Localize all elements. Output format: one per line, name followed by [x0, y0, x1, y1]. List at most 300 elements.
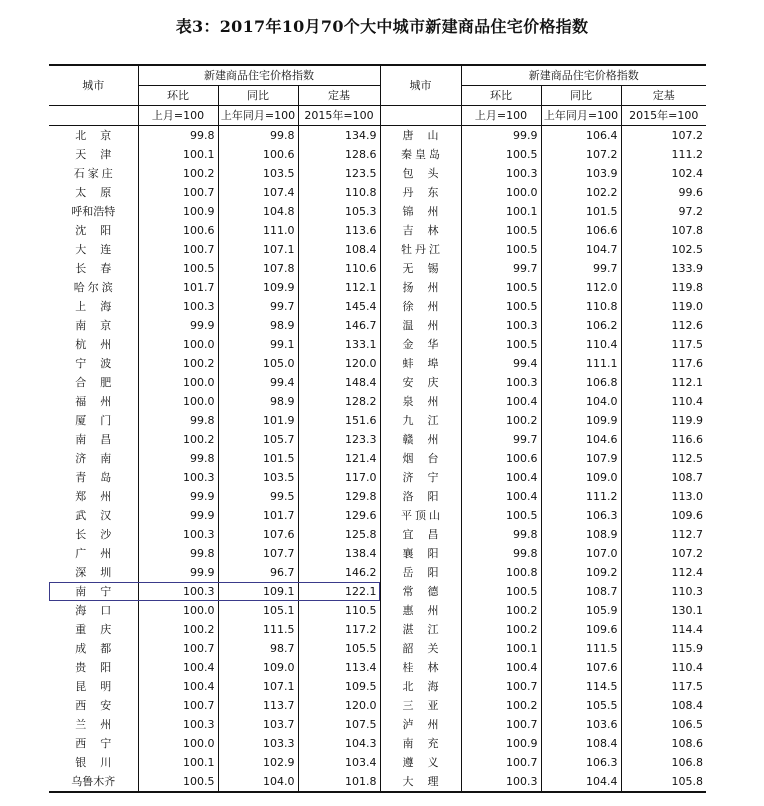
- yoy-cell: 99.1: [218, 335, 298, 354]
- base-cell: 108.4: [298, 240, 380, 259]
- mom-cell: 100.7: [138, 639, 218, 658]
- base-cell: 110.4: [671, 661, 704, 674]
- base-cell: 117.0: [298, 468, 380, 487]
- table-row: [49, 772, 706, 792]
- mom-cell: 100.0: [138, 335, 218, 354]
- yoy-cell: 106.3: [541, 506, 621, 525]
- city-cell: 金华: [380, 335, 461, 354]
- yoy-cell: 107.2: [541, 145, 621, 164]
- base-cell: 129.8: [298, 487, 380, 506]
- city-cell: 哈尔滨: [49, 278, 138, 297]
- mom-cell: 100.3: [138, 525, 218, 544]
- city-cell: 烟台: [380, 449, 461, 468]
- mom-cell: 100.7: [461, 677, 541, 696]
- mom-base-right: 上月=100: [461, 106, 541, 126]
- yoy-cell: 102.2: [541, 183, 621, 202]
- mom-cell: 100.4: [461, 468, 541, 487]
- city-cell: 青岛: [49, 468, 138, 487]
- yoy-cell: 105.1: [218, 601, 298, 620]
- table-row: [49, 392, 706, 411]
- mom-cell: 99.8: [138, 126, 218, 146]
- yoy-cell: 103.3: [218, 734, 298, 753]
- yoy-cell: 103.7: [218, 715, 298, 734]
- table-row: [49, 715, 706, 734]
- base-cell: 106.5: [671, 718, 704, 731]
- base-cell: 133.1: [298, 335, 380, 354]
- base-cell: 108.7: [671, 471, 704, 484]
- yoy-cell: 106.2: [541, 316, 621, 335]
- base-cell: 113.4: [298, 658, 380, 677]
- mom-cell: 100.7: [138, 240, 218, 259]
- city-cell: 西宁: [49, 734, 138, 753]
- city-cell: 南充: [380, 734, 461, 753]
- base-cell: 117.5: [671, 338, 704, 351]
- table-row: [49, 601, 706, 620]
- yoy-cell: 101.5: [218, 449, 298, 468]
- yoy-cell: 111.2: [541, 487, 621, 506]
- mom-cell: 100.1: [138, 145, 218, 164]
- table-row: [49, 240, 706, 259]
- base-cell: 151.6: [298, 411, 380, 430]
- yoy-cell: 114.5: [541, 677, 621, 696]
- yoy-cell: 110.4: [541, 335, 621, 354]
- base-cell: 146.7: [298, 316, 380, 335]
- mom-cell: 100.4: [138, 677, 218, 696]
- base-cell: 145.4: [298, 297, 380, 316]
- base-cell: 112.5: [671, 452, 704, 465]
- group-header-left: 新建商品住宅价格指数: [138, 65, 380, 86]
- city-cell: 宁波: [49, 354, 138, 373]
- city-cell: 常德: [380, 582, 461, 601]
- city-base-spacer-left: [49, 106, 138, 126]
- base-cell: 123.3: [298, 430, 380, 449]
- yoy-cell: 101.5: [541, 202, 621, 221]
- city-cell: 宜昌: [380, 525, 461, 544]
- mom-cell: 100.3: [461, 772, 541, 792]
- base-cell: 112.1: [671, 376, 704, 389]
- table-row: [49, 468, 706, 487]
- base-header-right: 定基: [621, 86, 706, 106]
- base-cell: 113.0: [671, 490, 704, 503]
- city-cell: 贵阳: [49, 658, 138, 677]
- table-row: [49, 278, 706, 297]
- yoy-cell: 105.5: [541, 696, 621, 715]
- table-title: 表3：2017年10月70个大中城市新建商品住宅价格指数: [175, 17, 589, 36]
- base-cell: 117.5: [671, 680, 704, 693]
- city-cell: 上海: [49, 297, 138, 316]
- yoy-cell: 104.8: [218, 202, 298, 221]
- mom-cell: 100.6: [461, 449, 541, 468]
- base-cell: 134.9: [298, 126, 380, 146]
- yoy-cell: 106.3: [541, 753, 621, 772]
- base-cell: 101.8: [298, 772, 380, 792]
- yoy-cell: 105.0: [218, 354, 298, 373]
- table-row: [49, 430, 706, 449]
- mom-cell: 100.0: [138, 373, 218, 392]
- city-cell: 无锡: [380, 259, 461, 278]
- table-row: [49, 677, 706, 696]
- table-row: [49, 145, 706, 164]
- mom-cell: 99.9: [138, 563, 218, 582]
- yoy-cell: 99.4: [218, 373, 298, 392]
- base-cell: 116.6: [671, 433, 704, 446]
- base-header-left: 定基: [298, 86, 380, 106]
- yoy-cell: 99.7: [218, 297, 298, 316]
- yoy-cell: 111.5: [218, 620, 298, 639]
- mom-cell: 100.7: [461, 715, 541, 734]
- yoy-cell: 98.7: [218, 639, 298, 658]
- city-cell: 杭州: [49, 335, 138, 354]
- city-cell: 岳阳: [380, 563, 461, 582]
- base-cell: 117.2: [298, 620, 380, 639]
- mom-cell: 99.8: [138, 449, 218, 468]
- base-cell: 103.4: [298, 753, 380, 772]
- mom-cell: 100.6: [138, 221, 218, 240]
- city-cell: 大连: [49, 240, 138, 259]
- city-cell: 吉林: [380, 221, 461, 240]
- mom-header-right: 环比: [461, 86, 541, 106]
- mom-cell: 100.0: [138, 601, 218, 620]
- table-row: [49, 316, 706, 335]
- city-cell: 乌鲁木齐: [49, 772, 138, 792]
- price-index-table: [49, 64, 706, 793]
- base-cell: 111.2: [671, 148, 704, 161]
- yoy-cell: 107.1: [218, 240, 298, 259]
- mom-cell: 100.4: [461, 658, 541, 677]
- yoy-cell: 106.6: [541, 221, 621, 240]
- mom-cell: 100.5: [461, 506, 541, 525]
- table-row: [49, 449, 706, 468]
- base-cell: 105.3: [298, 202, 380, 221]
- mom-cell: 100.3: [138, 468, 218, 487]
- yoy-cell: 99.8: [218, 126, 298, 146]
- yoy-cell: 108.4: [541, 734, 621, 753]
- mom-cell: 100.5: [138, 772, 218, 792]
- base-cell: 114.4: [671, 623, 704, 636]
- base-cell: 129.6: [298, 506, 380, 525]
- base-cell: 128.2: [298, 392, 380, 411]
- fixed-base-right: 2015年=100: [621, 106, 706, 126]
- city-cell: 天津: [49, 145, 138, 164]
- city-base-spacer-right: [380, 106, 461, 126]
- city-cell: 长春: [49, 259, 138, 278]
- yoy-cell: 110.8: [541, 297, 621, 316]
- mom-cell: 100.2: [461, 620, 541, 639]
- mom-cell: 99.7: [461, 259, 541, 278]
- yoy-cell: 109.0: [541, 468, 621, 487]
- table-row: [49, 582, 706, 601]
- table-row: [49, 335, 706, 354]
- base-cell: 115.9: [671, 642, 704, 655]
- mom-cell: 100.3: [138, 582, 218, 601]
- yoy-cell: 103.9: [541, 164, 621, 183]
- city-cell: 赣州: [380, 430, 461, 449]
- base-cell: 119.8: [671, 281, 704, 294]
- table-row: [49, 487, 706, 506]
- mom-header-left: 环比: [138, 86, 218, 106]
- city-cell: 石家庄: [49, 164, 138, 183]
- base-cell: 110.8: [298, 183, 380, 202]
- city-cell: 牡丹江: [380, 240, 461, 259]
- city-cell: 温州: [380, 316, 461, 335]
- city-cell: 北京: [49, 126, 138, 146]
- mom-cell: 100.3: [461, 316, 541, 335]
- city-cell: 济宁: [380, 468, 461, 487]
- city-cell: 锦州: [380, 202, 461, 221]
- table-row: [49, 563, 706, 582]
- yoy-cell: 103.6: [541, 715, 621, 734]
- base-cell: 99.6: [678, 186, 704, 199]
- mom-cell: 99.8: [461, 544, 541, 563]
- mom-cell: 99.8: [461, 525, 541, 544]
- base-cell: 108.4: [671, 699, 704, 712]
- base-cell: 107.5: [298, 715, 380, 734]
- mom-cell: 100.0: [138, 734, 218, 753]
- city-cell: 昆明: [49, 677, 138, 696]
- city-cell: 徐州: [380, 297, 461, 316]
- yoy-cell: 104.4: [541, 772, 621, 792]
- mom-cell: 99.7: [461, 430, 541, 449]
- base-cell: 108.6: [671, 737, 704, 750]
- yoy-cell: 105.9: [541, 601, 621, 620]
- city-cell: 南昌: [49, 430, 138, 449]
- mom-cell: 100.5: [461, 240, 541, 259]
- base-cell: 119.0: [671, 300, 704, 313]
- table-row: [49, 506, 706, 525]
- yoy-cell: 113.7: [218, 696, 298, 715]
- city-cell: 安庆: [380, 373, 461, 392]
- base-cell: 128.6: [298, 145, 380, 164]
- table-row: [49, 221, 706, 240]
- yoy-cell: 109.9: [541, 411, 621, 430]
- yoy-cell: 101.9: [218, 411, 298, 430]
- mom-cell: 99.8: [138, 411, 218, 430]
- mom-cell: 100.2: [461, 411, 541, 430]
- yoy-base-left: 上年同月=100: [218, 106, 298, 126]
- yoy-cell: 107.7: [218, 544, 298, 563]
- city-cell: 深圳: [49, 563, 138, 582]
- yoy-header-right: 同比: [541, 86, 621, 106]
- base-cell: 110.5: [298, 601, 380, 620]
- fixed-base-left: 2015年=100: [298, 106, 380, 126]
- yoy-cell: 98.9: [218, 392, 298, 411]
- base-cell: 138.4: [298, 544, 380, 563]
- city-cell: 厦门: [49, 411, 138, 430]
- mom-cell: 100.4: [461, 392, 541, 411]
- base-cell: 112.1: [298, 278, 380, 297]
- base-cell: 117.6: [671, 357, 704, 370]
- mom-cell: 100.4: [138, 658, 218, 677]
- yoy-cell: 109.0: [218, 658, 298, 677]
- base-cell: 122.1: [298, 582, 380, 601]
- mom-base-left: 上月=100: [138, 106, 218, 126]
- city-header-right: 城市: [380, 65, 461, 106]
- base-cell: 102.5: [671, 243, 704, 256]
- mom-cell: 100.0: [461, 183, 541, 202]
- city-cell: 扬州: [380, 278, 461, 297]
- table-row: [49, 753, 706, 772]
- city-cell: 湛江: [380, 620, 461, 639]
- base-cell: 107.8: [671, 224, 704, 237]
- table-row: [49, 297, 706, 316]
- city-cell: 福州: [49, 392, 138, 411]
- base-cell: 125.8: [298, 525, 380, 544]
- yoy-cell: 107.4: [218, 183, 298, 202]
- mom-cell: 100.7: [138, 696, 218, 715]
- table-row: [49, 411, 706, 430]
- mom-cell: 100.1: [138, 753, 218, 772]
- yoy-cell: 103.5: [218, 468, 298, 487]
- city-cell: 桂林: [380, 658, 461, 677]
- yoy-cell: 104.6: [541, 430, 621, 449]
- table-body: [49, 126, 706, 793]
- base-cell: 112.6: [671, 319, 704, 332]
- yoy-cell: 111.1: [541, 354, 621, 373]
- table-row: [49, 373, 706, 392]
- city-cell: 郑州: [49, 487, 138, 506]
- yoy-cell: 109.2: [541, 563, 621, 582]
- city-cell: 太原: [49, 183, 138, 202]
- city-cell: 济南: [49, 449, 138, 468]
- yoy-cell: 107.0: [541, 544, 621, 563]
- yoy-cell: 112.0: [541, 278, 621, 297]
- table-row: [49, 259, 706, 278]
- base-cell: 120.0: [298, 354, 380, 373]
- mom-cell: 100.1: [461, 202, 541, 221]
- base-cell: 148.4: [298, 373, 380, 392]
- table-row: [49, 354, 706, 373]
- yoy-header-left: 同比: [218, 86, 298, 106]
- yoy-cell: 99.7: [541, 259, 621, 278]
- mom-cell: 99.4: [461, 354, 541, 373]
- base-cell: 113.6: [298, 221, 380, 240]
- city-cell: 丹东: [380, 183, 461, 202]
- base-cell: 105.5: [298, 639, 380, 658]
- base-cell: 123.5: [298, 164, 380, 183]
- city-cell: 兰州: [49, 715, 138, 734]
- mom-cell: 100.5: [461, 221, 541, 240]
- base-cell: 112.4: [671, 566, 704, 579]
- mom-cell: 99.9: [138, 506, 218, 525]
- city-cell: 合肥: [49, 373, 138, 392]
- city-cell: 泉州: [380, 392, 461, 411]
- yoy-cell: 107.6: [541, 658, 621, 677]
- mom-cell: 99.9: [138, 487, 218, 506]
- mom-cell: 100.4: [461, 487, 541, 506]
- base-cell: 102.4: [671, 167, 704, 180]
- yoy-cell: 107.6: [218, 525, 298, 544]
- yoy-cell: 99.5: [218, 487, 298, 506]
- yoy-cell: 100.6: [218, 145, 298, 164]
- base-cell: 130.1: [671, 604, 704, 617]
- mom-cell: 100.5: [461, 297, 541, 316]
- table-row: [49, 164, 706, 183]
- base-cell: 104.3: [298, 734, 380, 753]
- city-cell: 重庆: [49, 620, 138, 639]
- base-cell: 110.4: [671, 395, 704, 408]
- yoy-cell: 104.7: [541, 240, 621, 259]
- table-row: [49, 544, 706, 563]
- city-cell: 惠州: [380, 601, 461, 620]
- mom-cell: 100.7: [138, 183, 218, 202]
- yoy-cell: 103.5: [218, 164, 298, 183]
- mom-cell: 100.0: [138, 392, 218, 411]
- table-row: [49, 525, 706, 544]
- group-header-right: 新建商品住宅价格指数: [461, 65, 706, 86]
- base-cell: 107.2: [671, 547, 704, 560]
- yoy-cell: 111.0: [218, 221, 298, 240]
- base-cell: 121.4: [298, 449, 380, 468]
- table-row: [49, 126, 706, 146]
- city-cell: 沈阳: [49, 221, 138, 240]
- base-cell: 133.9: [671, 262, 704, 275]
- mom-cell: 100.2: [461, 696, 541, 715]
- city-cell: 平顶山: [380, 506, 461, 525]
- mom-cell: 99.9: [461, 126, 541, 146]
- mom-cell: 100.5: [461, 278, 541, 297]
- table-row: [49, 183, 706, 202]
- city-cell: 遵义: [380, 753, 461, 772]
- yoy-cell: 108.7: [541, 582, 621, 601]
- city-cell: 长沙: [49, 525, 138, 544]
- table-row: [49, 696, 706, 715]
- yoy-cell: 109.6: [541, 620, 621, 639]
- city-cell: 洛阳: [380, 487, 461, 506]
- city-cell: 九江: [380, 411, 461, 430]
- yoy-cell: 109.1: [218, 582, 298, 601]
- yoy-base-right: 上年同月=100: [541, 106, 621, 126]
- mom-cell: 100.2: [138, 354, 218, 373]
- city-cell: 南京: [49, 316, 138, 335]
- table-header: [49, 65, 706, 126]
- city-cell: 西安: [49, 696, 138, 715]
- city-cell: 韶关: [380, 639, 461, 658]
- mom-cell: 100.3: [138, 297, 218, 316]
- yoy-cell: 104.0: [541, 392, 621, 411]
- base-cell: 109.5: [298, 677, 380, 696]
- city-cell: 广州: [49, 544, 138, 563]
- base-cell: 120.0: [298, 696, 380, 715]
- city-cell: 银川: [49, 753, 138, 772]
- yoy-cell: 101.7: [218, 506, 298, 525]
- mom-cell: 100.5: [461, 582, 541, 601]
- yoy-cell: 106.4: [541, 126, 621, 146]
- yoy-cell: 107.8: [218, 259, 298, 278]
- mom-cell: 100.7: [461, 753, 541, 772]
- base-cell: 105.8: [621, 772, 706, 792]
- mom-cell: 100.9: [461, 734, 541, 753]
- mom-cell: 100.1: [461, 639, 541, 658]
- city-cell: 唐山: [380, 126, 461, 146]
- base-cell: 107.2: [671, 129, 704, 142]
- table-row: [49, 639, 706, 658]
- mom-cell: 99.9: [138, 316, 218, 335]
- city-cell: 北海: [380, 677, 461, 696]
- city-cell: 呼和浩特: [49, 202, 138, 221]
- yoy-cell: 111.5: [541, 639, 621, 658]
- city-cell: 襄阳: [380, 544, 461, 563]
- yoy-cell: 107.1: [218, 677, 298, 696]
- city-cell: 秦皇岛: [380, 145, 461, 164]
- mom-cell: 100.8: [461, 563, 541, 582]
- city-cell: 蚌埠: [380, 354, 461, 373]
- city-cell: 海口: [49, 601, 138, 620]
- base-cell: 110.3: [671, 585, 704, 598]
- mom-cell: 100.5: [138, 259, 218, 278]
- city-header-left: 城市: [49, 65, 138, 106]
- mom-cell: 100.5: [461, 335, 541, 354]
- mom-cell: 100.2: [138, 620, 218, 639]
